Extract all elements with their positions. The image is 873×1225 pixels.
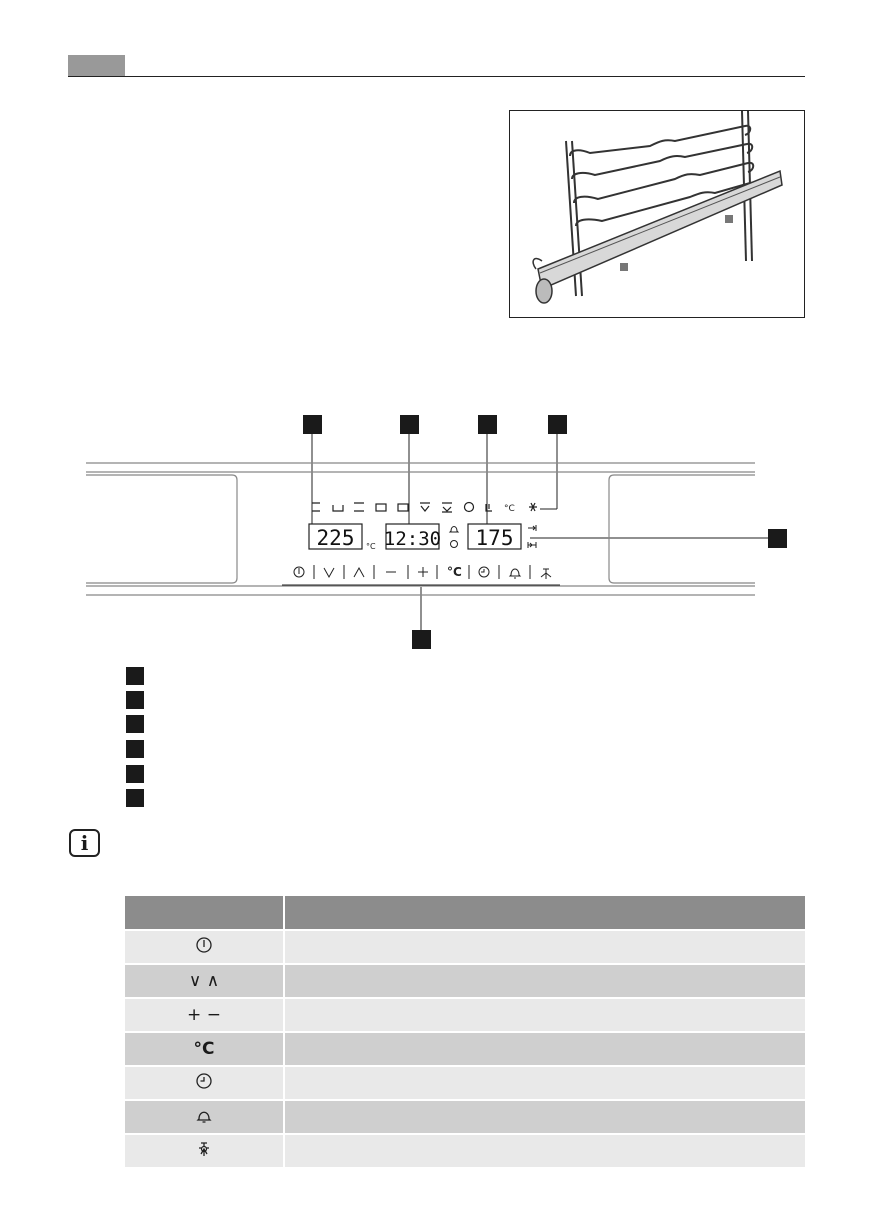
legend-marker-5 xyxy=(126,765,144,783)
header-tab xyxy=(68,55,125,76)
bell-button-icon[interactable] xyxy=(510,569,520,578)
callout-2 xyxy=(400,415,419,434)
callout-3 xyxy=(478,415,497,434)
table-row xyxy=(125,998,805,1032)
light-icon xyxy=(195,1140,213,1158)
down-button-icon[interactable] xyxy=(324,568,334,577)
table-row xyxy=(125,1100,805,1134)
right-display-value: 175 xyxy=(475,526,514,550)
table-row xyxy=(125,964,805,998)
clock-icon xyxy=(195,1072,213,1090)
left-display-unit: °C xyxy=(366,542,376,551)
shelf-support-drawing xyxy=(510,111,804,317)
table-header-row xyxy=(125,896,805,930)
symbol-table xyxy=(125,896,805,1167)
bell-icon xyxy=(195,1106,213,1124)
control-panel-diagram xyxy=(0,405,873,655)
temperature-button-label[interactable]: °C xyxy=(447,565,462,579)
alarm-status-icon xyxy=(450,527,458,533)
info-icon-glyph: i xyxy=(80,831,89,855)
table-cell-description xyxy=(284,1100,805,1134)
light-button-icon[interactable] xyxy=(541,569,551,579)
header-rule xyxy=(68,76,805,77)
temperature-icon: °C xyxy=(193,1039,215,1059)
table-cell-symbol xyxy=(125,1066,284,1100)
legend-marker-2 xyxy=(126,691,144,709)
center-display-value: 12:30 xyxy=(383,528,442,550)
legend-marker-4 xyxy=(126,740,144,758)
table-cell-symbol xyxy=(125,1100,284,1134)
function-temp-label: °C xyxy=(504,504,515,514)
table-cell-description xyxy=(284,998,805,1032)
legend-marker-3 xyxy=(126,715,144,733)
callout-1 xyxy=(303,415,322,434)
table-cell-symbol xyxy=(125,1032,284,1066)
shelf-support-illustration xyxy=(509,110,805,318)
arrows-down-up-icon: ∨ ∧ xyxy=(188,971,220,991)
table-cell-symbol xyxy=(125,964,284,998)
table-row xyxy=(125,1134,805,1167)
duration-icon xyxy=(528,525,536,531)
table-cell-description xyxy=(284,930,805,964)
table-cell-symbol xyxy=(125,998,284,1032)
callout-4 xyxy=(548,415,567,434)
plus-button-icon[interactable] xyxy=(418,567,428,577)
callout-6 xyxy=(412,630,431,649)
plus-minus-icon: + − xyxy=(187,1005,221,1025)
table-row xyxy=(125,930,805,964)
table-cell-symbol xyxy=(125,930,284,964)
timer-status-icon xyxy=(451,541,458,548)
control-bar xyxy=(294,565,551,579)
table-cell-symbol xyxy=(125,1134,284,1167)
table-cell-description xyxy=(284,1032,805,1066)
table-cell-description xyxy=(284,1066,805,1100)
table-row xyxy=(125,1032,805,1066)
on-off-icon xyxy=(195,936,213,954)
table-row xyxy=(125,1066,805,1100)
up-button-icon[interactable] xyxy=(354,568,364,577)
callout-5 xyxy=(768,529,787,548)
table-cell-description xyxy=(284,1134,805,1167)
end-time-icon xyxy=(528,542,536,548)
legend-marker-1 xyxy=(126,667,144,685)
left-display-value: 225 xyxy=(316,526,355,550)
table-header-symbol xyxy=(125,896,284,930)
table-cell-description xyxy=(284,964,805,998)
table-header-description xyxy=(284,896,805,930)
legend-marker-6 xyxy=(126,789,144,807)
